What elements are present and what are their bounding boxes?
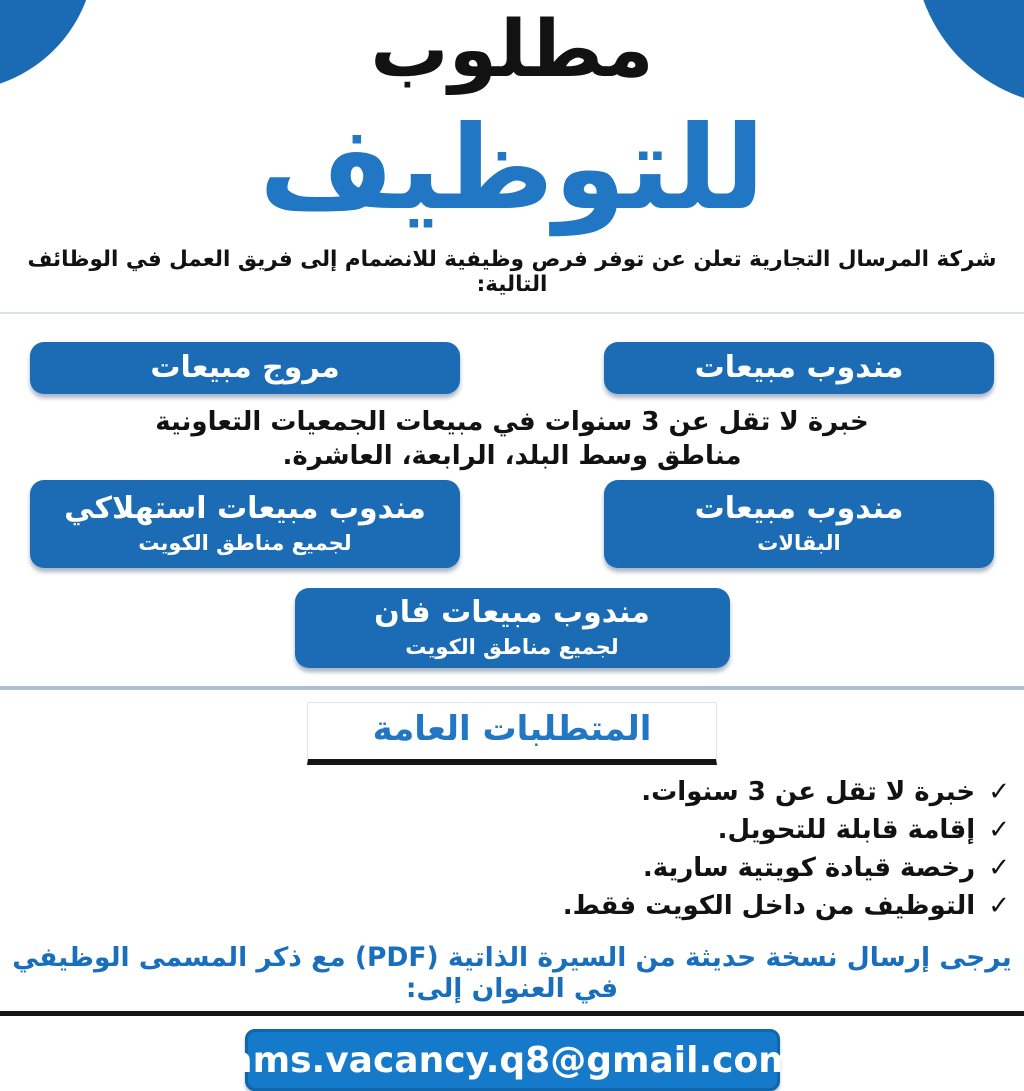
job-pill-sales-rep <box>604 342 994 394</box>
requirement-item <box>0 777 1010 808</box>
poster-title-top: مطلوب <box>370 5 654 95</box>
job-pill-label: مندوب مبيعات <box>694 350 904 386</box>
job-pill-label: مروج مبيعات <box>150 350 340 386</box>
job-pill-label: مندوب مبيعات <box>694 491 904 527</box>
check-icon: ✓ <box>988 776 1010 807</box>
job-pill-consumer-sales-rep <box>30 480 460 568</box>
requirement-item <box>0 815 1010 846</box>
separator-black <box>0 1011 1024 1016</box>
requirements-heading: المتطلبات العامة <box>372 708 652 749</box>
poster-title-main: للتوظيف <box>259 100 765 236</box>
requirement-text: رخصة قيادة كويتية سارية. <box>642 852 976 883</box>
job-pill-sublabel: لجميع مناطق الكويت <box>405 634 619 659</box>
email-button[interactable]: ams.vacancy.q8@gmail.com <box>245 1029 780 1091</box>
job-pill-van-sales-rep <box>295 588 730 668</box>
jobs-row-3 <box>30 588 994 668</box>
requirement-item <box>0 891 1010 922</box>
job-pill-sales-rep-groceries <box>604 480 994 568</box>
requirements-list <box>0 777 1010 923</box>
check-icon: ✓ <box>988 891 1010 922</box>
requirements-heading-box <box>307 702 717 765</box>
separator-thick <box>0 686 1024 690</box>
separator-light <box>0 312 1024 314</box>
jobs-section <box>0 342 1024 668</box>
intro-text: شركة المرسال التجارية تعلن عن توفر فرص وظيفية للانضمام إلى فريق العمل في الوظائف التالية: <box>27 246 997 297</box>
requirement-text: خبرة لا تقل عن 3 سنوات. <box>641 776 976 807</box>
job-note <box>30 406 994 474</box>
check-icon: ✓ <box>988 852 1010 883</box>
requirement-text: التوظيف من داخل الكويت فقط. <box>562 891 976 922</box>
job-pill-sales-promoter <box>30 342 460 394</box>
cta-text: يرجى إرسال نسخة حديثة من السيرة الذاتية (PDF) مع ذكر المسمى الوظيفي في العنوان إلى: <box>12 942 1012 1005</box>
requirement-item <box>0 853 1010 884</box>
job-pill-sublabel: لجميع مناطق الكويت <box>138 530 352 555</box>
job-poster <box>0 6 1024 1091</box>
check-icon: ✓ <box>988 814 1010 845</box>
jobs-row-1 <box>30 342 994 394</box>
requirement-text: إقامة قابلة للتحويل. <box>717 814 976 845</box>
job-note-line1: خبرة لا تقل عن 3 سنوات في مبيعات الجمعيات التعاونية <box>155 406 869 437</box>
job-pill-label: مندوب مبيعات فان <box>374 595 650 631</box>
job-pill-sublabel: البقالات <box>757 530 841 555</box>
job-note-line2: مناطق وسط البلد، الرابعة، العاشرة. <box>282 440 742 471</box>
jobs-row-2 <box>30 480 994 568</box>
job-pill-label: مندوب مبيعات استهلاكي <box>64 491 426 527</box>
